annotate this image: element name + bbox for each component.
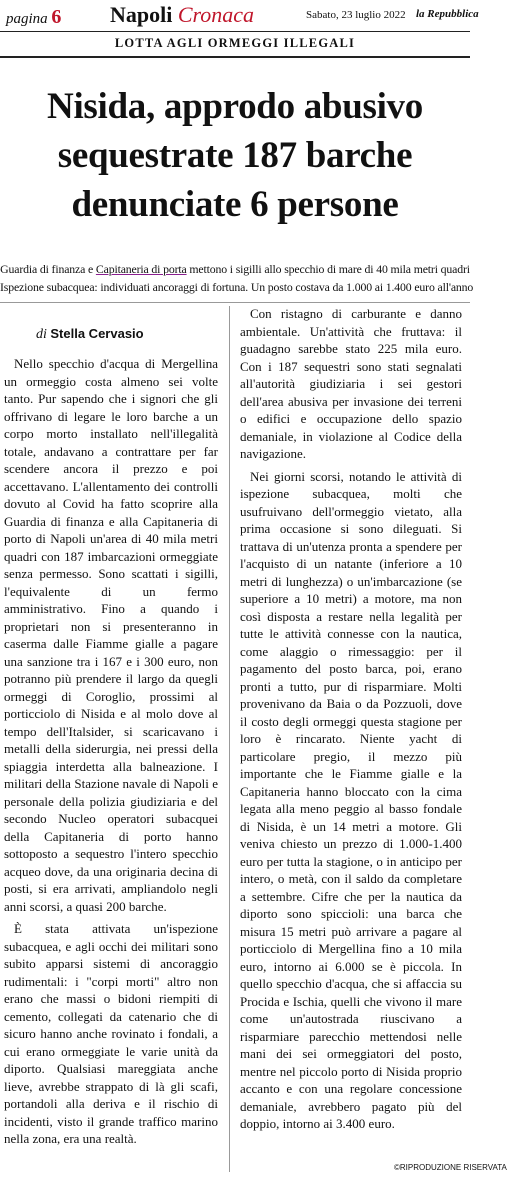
paragraph: Con ristagno di carburante e danno ambientale. Un'attività che fruttava: il guadagno sarebbe stato 225 mila euro. Con i 187 sequestri sono stati segnalati all'autorità giudiziaria i sei gestori dell'area abusiva per invasione dei terreni o edifici e occupazione dello spazio demaniale, in violazione al Codice della navigazione.: [240, 306, 462, 461]
article-column-right: [240, 305, 462, 1133]
issue-date: Sabato, 23 luglio 2022: [306, 9, 406, 21]
subheadline-line-1: Guardia di finanza e Capitaneria di porta mettono i sigilli allo specchio di mare di 40 mila metri quadri: [0, 262, 470, 276]
subheadline-line-2: Ispezione subacquea: individuati ancoraggi di fortuna. Un posto costava da 1.000 ai 1.400 euro all'anno: [0, 280, 474, 294]
page-number: [6, 6, 61, 29]
header-rule: [0, 31, 470, 32]
column-divider: [229, 306, 230, 1172]
subheadline: [0, 260, 474, 296]
kicker-rule: [0, 56, 470, 58]
article-column-left: [4, 355, 218, 1148]
headline-line: denunciate 6 persone: [71, 184, 399, 225]
paragraph: Nei giorni scorsi, notando le attività di ispezione subacquea, molti che usufruivano dell'ormeggio vietato, alla prima occasione si sono dileguati. Si trattava di un'utenza pronta a spendere per l'acquisto di un natante (inferiore a 10 metri di lunghezza) o un'imbarcazione (se superiore a 10 metri) a motore, ma non così disposta a restare nella legalità per tutte le attività connesse con la nautica, come alaggio o rimessaggio: per il pagamento del posto barca, poi, erano pronti a tutto, pur di risparmiare. Molti provenivano da Baia o da Pozzuoli, dove il costo degli ormeggi questa stagione per loro è rincarato. Niente yacht di particolare pregio, il mezzo più importante che le Fiamme gialle e la Capitaneria hanno bloccato con la cima legata alla meno peggio al basso fondale di Nisida, è un 14 metri a motore. Gli veniva chiesto un prezzo di 1.000-1.400 euro per tutta la stagione, o in anticipo per intero, o metà, con il saldo da completare a settembre. Cifre che per la nautica da diporto sono spiccioli: una barca che misura 15 metri può arrivare a pagare al porticciolo di Mergellina fino a 10 mila euro, intorno ai 6.000 se è piccola. In quello specchio d'acqua, che si affaccia su Procida e Ischia, quelli che vivono il mare come un'autostrada riuscivano a risparmiare parecchio mettendosi nelle mani dei sei ormeggiatori del posto, mentre nel piccolo porto di Nisida proprio accanto e con una regolare concessione demaniale, avrebbero pagato più del doppio, intorno ai 3.400 euro.: [240, 468, 462, 1131]
headline: [0, 82, 470, 229]
page-label: pagina: [6, 11, 48, 27]
page-number-value: 6: [51, 6, 62, 28]
body-rule: [0, 302, 470, 303]
newspaper-name: la Repubblica: [416, 8, 479, 20]
city-name: Napoli: [110, 2, 173, 27]
author-name: Stella Cervasio: [50, 326, 144, 341]
page-header: [0, 0, 479, 30]
subheadline-highlight: Capitaneria di porta: [95, 262, 187, 276]
section-title: [110, 2, 254, 28]
paragraph: È stata attivata un'ispezione subacquea, e agli occhi dei militari sono subito apparsi sistemi di ancoraggio rudimentali: i "corpi morti" altro non erano che massi o bidoni riempiti di cemento, collegati da catenario che di sicuro hanno anche rovinato i fondali, a cui erano ormeggiate le varie unità da diporto. Qualsiasi mareggiata anche lieve, avrebbe strappato di là gli scafi, portandoli alla deriva e il rischio di incidenti, visto il grande traffico marino nella zona, era una realtà.: [4, 921, 218, 1146]
byline: di Stella Cervasio: [36, 326, 144, 342]
copyright-notice: ©RIPRODUZIONE RISERVATA: [394, 1163, 507, 1172]
headline-line: Nisida, approdo abusivo: [47, 86, 423, 127]
section-name: Cronaca: [177, 2, 255, 27]
paragraph: Nello specchio d'acqua di Mergellina un ormeggio costa almeno sei volte tanto. Pur sapendo che i signori che gli offrivano di legare le loro barche a un corpo morto installato nell'illegalità totale, andavano a contrattare per far scendere ancora il prezzo e poi accettavano. L'allentamento dei controlli dovuto al Covid ha fatto scoprire alla Guardia di finanza e alla Capitaneria di porto di Napoli un'area di 40 mila metri quadri con 187 imbarcazioni ormeggiate senza permesso. Sono scattati i sigilli, l'equivalente di un fermo amministrativo. Fino a quando i proprietari non si presenteranno in caserma dalle Fiamme gialle a pagare una sanzione tra i 167 e i 300 euro, non potranno più prendere il largo da quegli ormeggi di Coroglio, prossimi al porticciolo di Nisida e al molo dove al tempo dell'Italsider, si scaricavano i metalli della siderurgia, nei pressi della spiaggia interdetta alla balneazione. I militari della Stazione navale di Napoli e personale della polizia giudiziaria e del secondo Nucleo operatori subacquei della Capitaneria di porto hanno sottoposto a sequestro l'intero specchio acqueo dove, da una originaria decina di posti, si era arrivati, ampliandolo negli anni scorsi, a quasi 200 barche.: [4, 356, 218, 914]
headline-line: sequestrate 187 barche: [57, 135, 413, 176]
kicker: LOTTA AGLI ORMEGGI ILLEGALI: [114, 36, 356, 50]
